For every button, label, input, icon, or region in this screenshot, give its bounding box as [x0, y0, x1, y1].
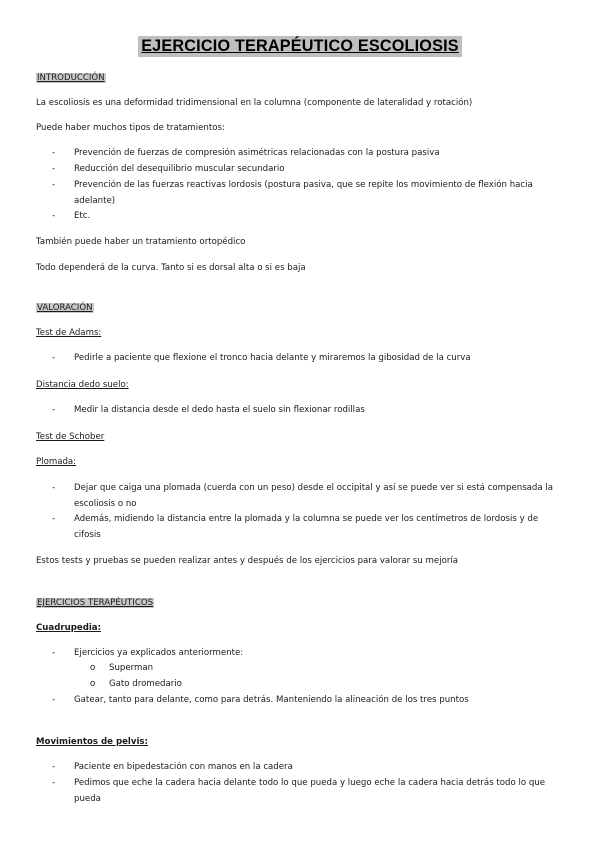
- test-adams-title: Test de Adams:: [36, 328, 102, 338]
- title-wrap: [0, 36, 600, 57]
- ejercicios-heading: EJERCICIOS TERAPÉUTICOS: [37, 598, 154, 608]
- pelvis-title: Movimientos de pelvis:: [36, 737, 148, 747]
- circle-marker: o: [90, 663, 96, 673]
- intro-paragraph-2: Puede haber muchos tipos de tratamientos:: [36, 123, 225, 133]
- dash-marker: -: [52, 762, 56, 772]
- document-page: EJERCICIO TERAPÉUTICO ESCOLIOSIS INTRODUCCIÓN La escoliosis es una deformidad tridimensional en la columna (componente de lateralidad y rotación) Puede haber muchos tipos de tratamientos: - Prevención de fuerzas de compresión asimétricas relacionadas con la postura pasiva - Reducción del desequilibrio muscular secundario - Prevención de las fuerzas reactivas lordosis (postura pasiva, que se repite los movimiento de flexión hacia adelante) - Etc. También puede haber un tratamiento ortopédico Todo dependerá de la curva. Tanto si es dorsal alta o si es baja VALORACIÓN Test de Adams: - Pedirle a paciente que flexione el tronco hacia delante y miraremos la gibosidad de la curva Distancia dedo suelo: - Medir la distancia desde el dedo hasta el suelo sin flexionar rodillas Test de Schober Plomada: - Dejar que caiga una plomada (cuerda con un peso) desde el occipital y así se puede ver si está compensada la escoliosis o no - Además, midiendo la distancia entre la plomada y la columna se puede ver los centímetros de lordosis y de cifosis Estos tests y pruebas se pueden realizar antes y después de los ejercicios para valorar su mejoría EJERCICIOS TERAPÉUTICOS Cuadrupedia: - Ejercicios ya explicados anteriormente: o Superman o Gato dromedario - Gatear, tanto para delante, como para detrás. Manteniendo la alineación de los tres puntos Movimientos de pelvis: - Paciente en bipedestación con manos en la cadera - Pedimos que eche la cadera hacia delante todo lo que pueda y luego eche la cadera hacia detrás todo lo que pueda: [0, 0, 600, 848]
- valoracion-closing: Estos tests y pruebas se pueden realizar antes y después de los ejercicios para valorar su mejoría: [36, 556, 459, 566]
- intro-paragraph-1: La escoliosis es una deformidad tridimensional en la columna (componente de lateralidad y rotación): [36, 98, 473, 108]
- dash-marker: -: [52, 778, 56, 788]
- valoracion-heading: VALORACIÓN: [37, 303, 93, 313]
- dash-marker: -: [52, 164, 56, 174]
- ejercicios-heading-row: [36, 597, 570, 609]
- schober-title: Test de Schober: [36, 432, 105, 442]
- dash-marker: -: [52, 405, 56, 415]
- intro-heading: INTRODUCCIÓN: [37, 73, 105, 83]
- schober-title-row: [36, 431, 570, 443]
- intro-paragraph-4: Todo dependerá de la curva. Tanto si es dorsal alta o si es baja: [36, 263, 306, 273]
- document-title: EJERCICIO TERAPÉUTICO ESCOLIOSIS: [138, 36, 462, 57]
- cuadrupedia-title: Cuadrupedia:: [36, 623, 102, 633]
- cuadrupedia-title-row: [36, 622, 570, 634]
- dash-marker: -: [52, 353, 56, 363]
- dash-marker: -: [52, 514, 56, 524]
- pelvis-title-row: [36, 736, 570, 748]
- dash-marker: -: [52, 148, 56, 158]
- dash-marker: -: [52, 695, 56, 705]
- intro-paragraph-3: También puede haber un tratamiento ortopédico: [36, 237, 246, 247]
- dedo-suelo-title-row: [36, 379, 570, 391]
- plomada-title-row: [36, 456, 570, 468]
- dedo-suelo-title: Distancia dedo suelo:: [36, 380, 129, 390]
- dash-marker: -: [52, 211, 56, 221]
- intro-heading-row: [36, 72, 570, 84]
- valoracion-heading-row: [36, 302, 570, 314]
- test-adams-title-row: [36, 327, 570, 339]
- plomada-title: Plomada:: [36, 457, 77, 467]
- dash-marker: -: [52, 648, 56, 658]
- dash-marker: -: [52, 180, 56, 190]
- circle-marker: o: [90, 679, 96, 689]
- dash-marker: -: [52, 483, 56, 493]
